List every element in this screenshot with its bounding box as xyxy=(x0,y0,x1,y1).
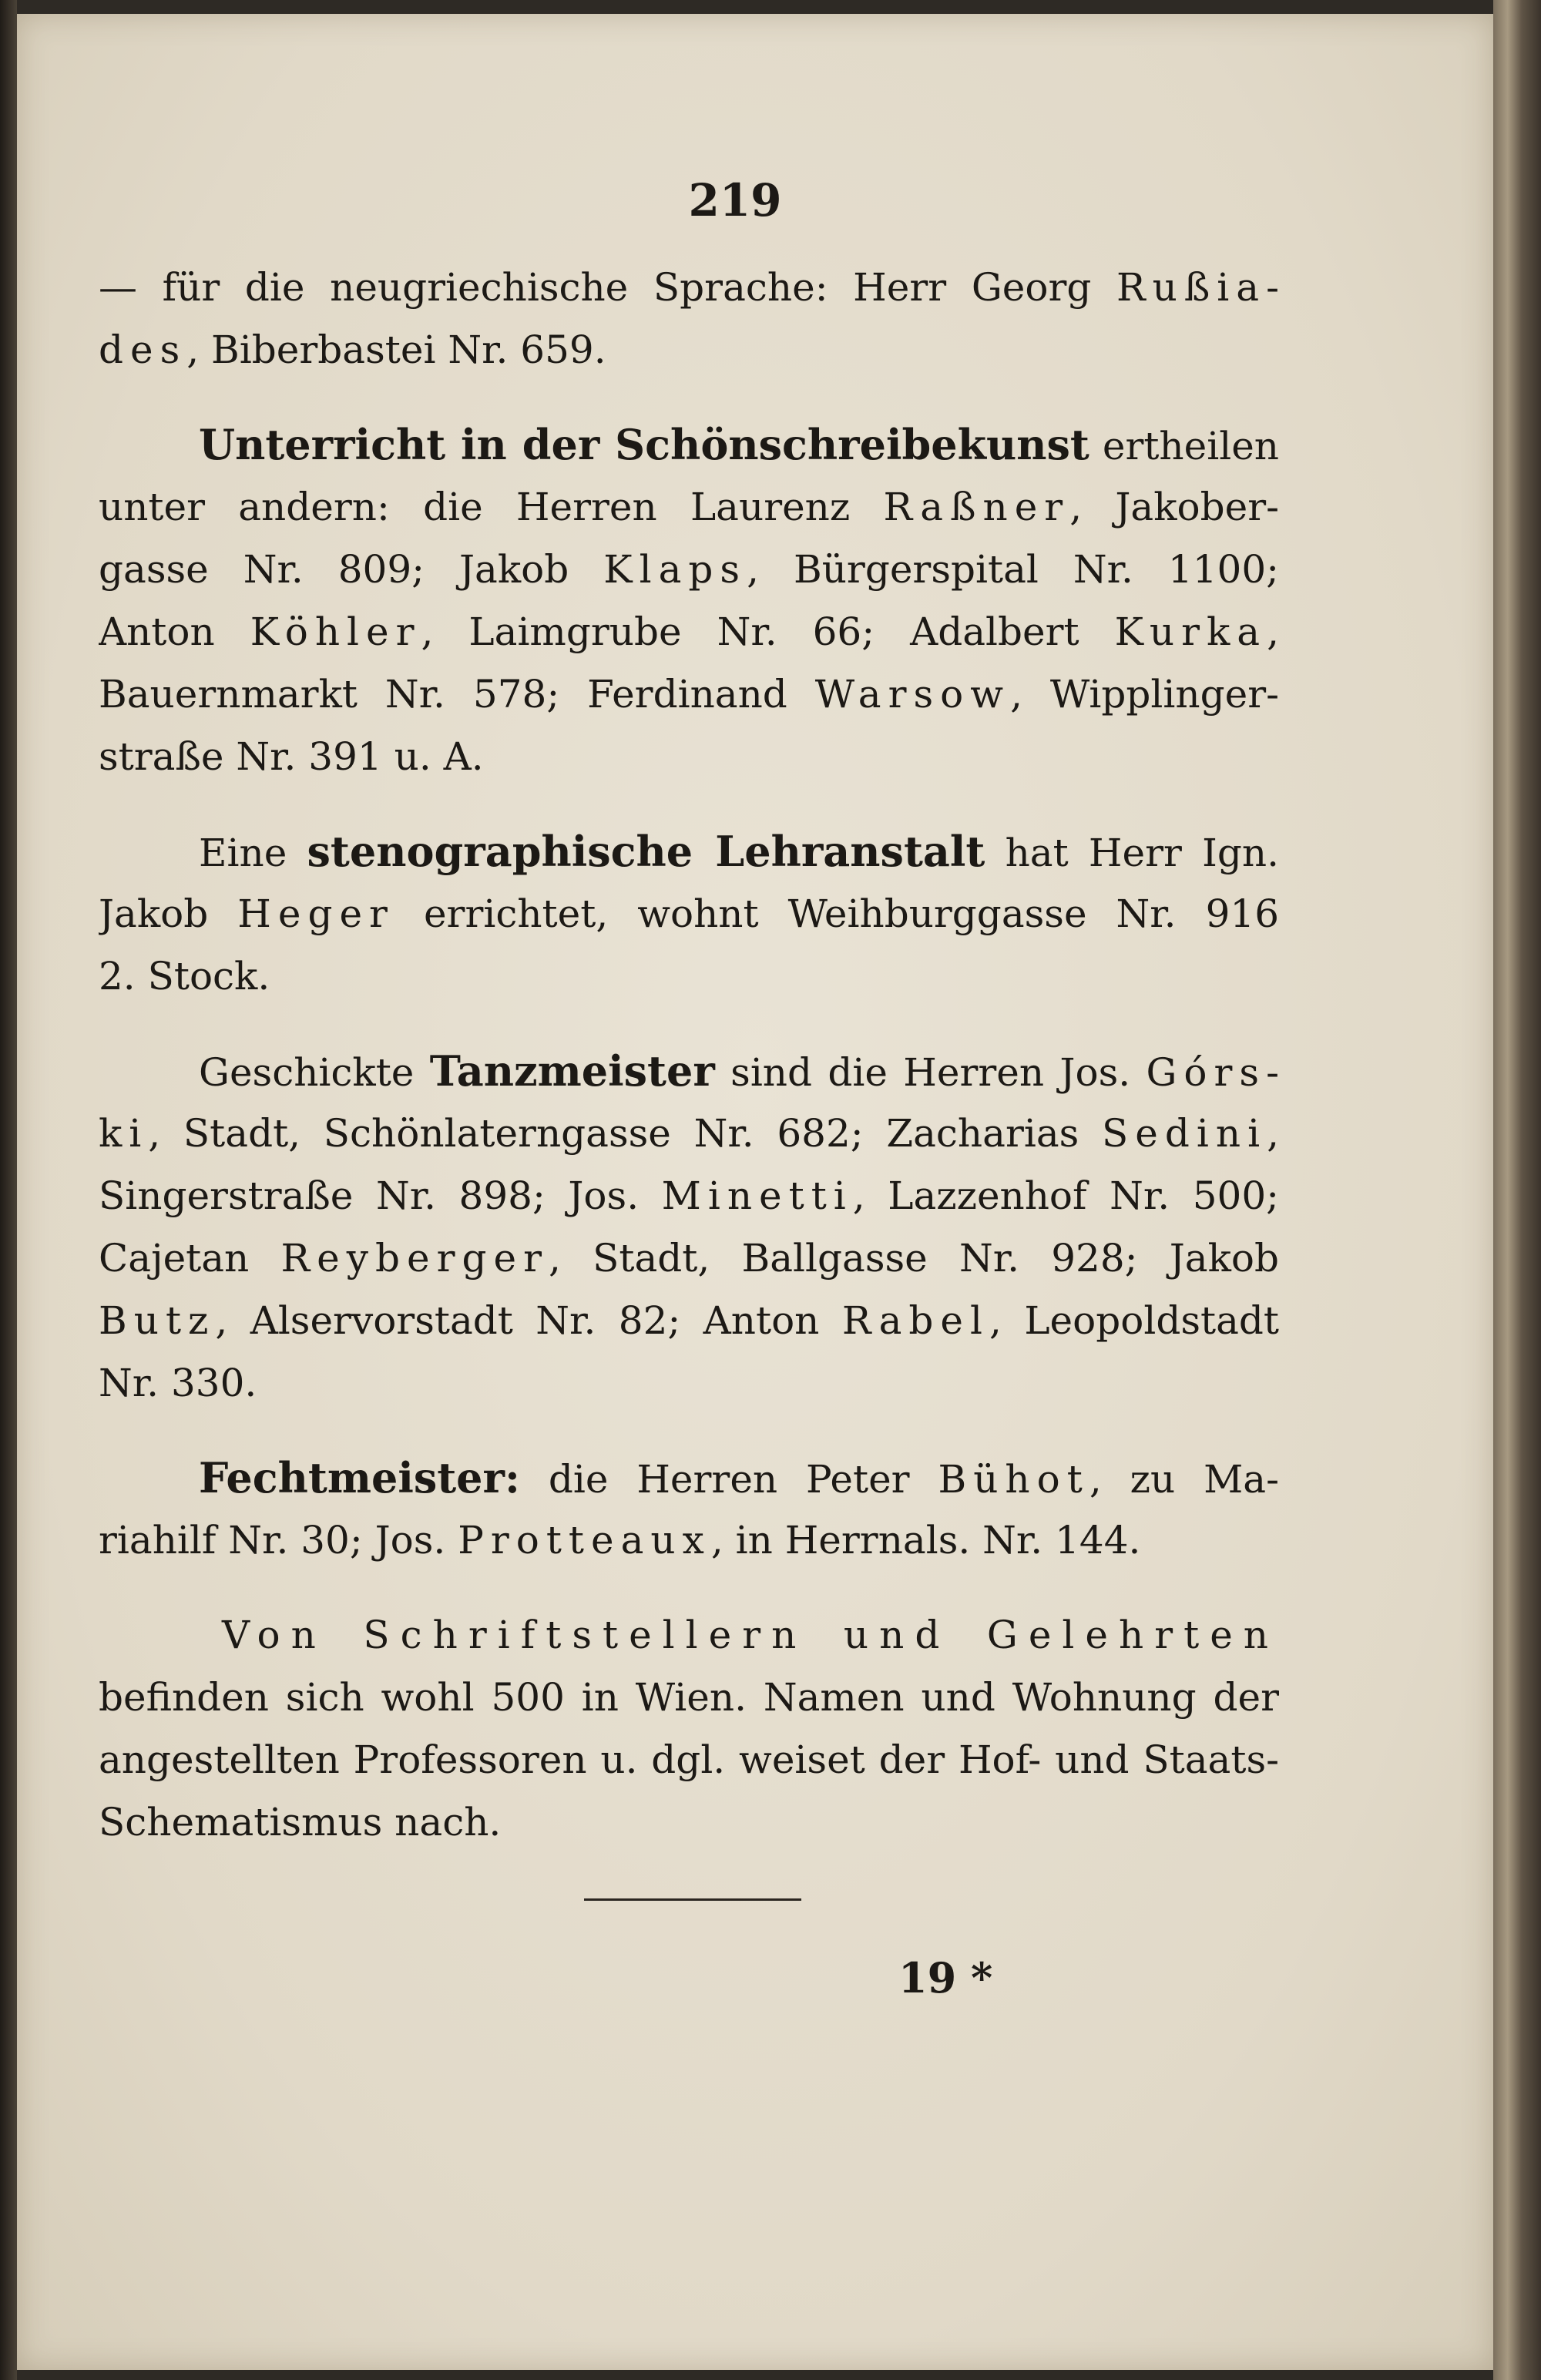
text-line xyxy=(99,1352,1279,1415)
text-line xyxy=(99,539,1279,601)
person-name: Rußia xyxy=(1116,265,1267,310)
text-run: straße Nr. 391 u. A. xyxy=(99,734,484,779)
text-run: Jakob xyxy=(99,891,238,936)
person-name: ki xyxy=(99,1111,149,1156)
text-line xyxy=(99,1509,1279,1572)
text-run: unter andern: die Herren Laurenz xyxy=(99,485,884,529)
text-run: riahilf Nr. 30; Jos. xyxy=(99,1518,458,1563)
text-line xyxy=(99,726,1279,788)
person-name: Reyberger xyxy=(280,1236,549,1281)
page-number: 219 xyxy=(688,174,782,227)
paragraph xyxy=(99,1604,1279,1854)
text-run: Nr. 330. xyxy=(99,1361,257,1405)
text-run: , Jakober- xyxy=(1069,485,1279,529)
page-content xyxy=(99,166,1279,2009)
person-name: Kurka xyxy=(1114,609,1267,654)
text-run: , Wipplinger- xyxy=(1010,672,1279,717)
person-name: Köhler xyxy=(250,609,421,654)
paragraph xyxy=(99,1447,1279,1572)
text-run: , Stadt, Schönlaterngasse Nr. 682; Zacharias xyxy=(148,1111,1103,1156)
text-run: , xyxy=(1267,1111,1279,1156)
text-line xyxy=(99,414,1279,476)
text-run: , Biberbastei Nr. 659. xyxy=(186,327,606,372)
person-name: Sedini xyxy=(1102,1111,1267,1156)
text-run: Geschickte xyxy=(199,1050,430,1095)
paragraph-gap xyxy=(99,1415,1279,1447)
text-run: , Alservorstadt Nr. 82; Anton xyxy=(215,1298,842,1343)
text-line xyxy=(99,1447,1279,1509)
text-run: gasse Nr. 809; Jakob xyxy=(99,547,604,592)
text-run: , Leopoldstadt xyxy=(989,1298,1279,1343)
text-run: , Bürgerspital Nr. 1100; xyxy=(747,547,1279,592)
text-run: , zu Ma- xyxy=(1089,1457,1279,1502)
text-run: , Laimgrube Nr. 66; Adalbert xyxy=(421,609,1115,654)
text-line xyxy=(99,1791,1279,1854)
text-run: Anton xyxy=(99,609,250,654)
paragraph-gap xyxy=(99,1008,1279,1040)
paragraph-gap xyxy=(99,1572,1279,1604)
text-line xyxy=(99,1604,1279,1667)
text-run: Schematismus nach. xyxy=(99,1800,502,1845)
text-run: errichtet, wohnt Weihburggasse Nr. 916 xyxy=(394,891,1279,936)
text-line xyxy=(99,476,1279,539)
text-run: ertheilen xyxy=(1089,424,1279,468)
text-run: , xyxy=(1267,609,1279,654)
person-name: Górs xyxy=(1146,1050,1267,1095)
text-line xyxy=(99,1290,1279,1352)
person-name: Raßner xyxy=(883,485,1070,529)
person-name: Klaps xyxy=(603,547,747,592)
person-name: Butz xyxy=(99,1298,216,1343)
text-run: sind die Herren Jos. xyxy=(714,1050,1147,1095)
person-name: Warsow xyxy=(814,672,1011,717)
text-run: angestellten Professoren u. dgl. weiset der Hof- und Staats- xyxy=(99,1737,1279,1782)
text-run: , Lazzenhof Nr. 500; xyxy=(852,1173,1279,1218)
text-run: 2. Stock. xyxy=(99,954,270,999)
text-line xyxy=(99,1667,1279,1729)
signature-mark: 19 * xyxy=(898,1953,993,2002)
paragraph-gap xyxy=(99,381,1279,414)
text-line xyxy=(99,257,1279,319)
section-rule xyxy=(584,1898,801,1901)
text-line xyxy=(99,663,1279,726)
text-run: Singerstraße Nr. 898; Jos. xyxy=(99,1173,662,1218)
text-run: hat Herr Ign. xyxy=(985,831,1279,875)
book-edge-left xyxy=(0,0,17,2380)
text-line xyxy=(99,319,1279,381)
book-spine-edge xyxy=(1493,0,1541,2380)
paragraph-gap xyxy=(99,788,1279,821)
person-name: Heger xyxy=(237,891,394,936)
text-run: — für die neugriechische Sprache: Herr Georg xyxy=(99,265,1117,310)
text-run: - xyxy=(1266,265,1279,310)
text-line xyxy=(99,821,1279,883)
text-line xyxy=(99,1165,1279,1227)
paragraph xyxy=(99,414,1279,788)
text-line xyxy=(99,945,1279,1008)
section-heading: stenographische Lehranstalt xyxy=(307,827,985,876)
person-name: Rabel xyxy=(841,1298,990,1343)
person-name: Protteaux xyxy=(458,1518,711,1563)
text-line xyxy=(99,1103,1279,1165)
text-line xyxy=(99,601,1279,663)
person-name: Minetti xyxy=(661,1173,853,1218)
person-name: Bühot xyxy=(938,1457,1089,1502)
section-heading: Tanzmeister xyxy=(429,1046,715,1096)
text-run: die Herren Peter xyxy=(519,1457,938,1502)
section-heading: Fechtmeister: xyxy=(199,1453,520,1502)
text-run: befinden sich wohl 500 in Wien. Namen und Wohnung der xyxy=(99,1675,1279,1720)
text-line xyxy=(99,1227,1279,1290)
text-line xyxy=(99,1040,1279,1103)
text-run: , in Herrnals. Nr. 144. xyxy=(710,1518,1141,1563)
text-body xyxy=(99,257,1279,1854)
text-run: Eine xyxy=(199,831,307,875)
spaced-heading: Von Schriftstellern und Gelehrten xyxy=(222,1613,1279,1657)
section-heading: Unterricht in der Schönschreibekunst xyxy=(199,420,1089,469)
text-line xyxy=(99,883,1279,945)
paragraph xyxy=(99,821,1279,1008)
text-run: Bauernmarkt Nr. 578; Ferdinand xyxy=(99,672,815,717)
paragraph xyxy=(99,1040,1279,1415)
paragraph xyxy=(99,257,1279,381)
text-run: - xyxy=(1266,1050,1279,1095)
person-name: des xyxy=(99,327,187,372)
text-run: , Stadt, Ballgasse Nr. 928; Jakob xyxy=(548,1236,1279,1281)
text-line xyxy=(99,1729,1279,1791)
text-run: Cajetan xyxy=(99,1236,281,1281)
